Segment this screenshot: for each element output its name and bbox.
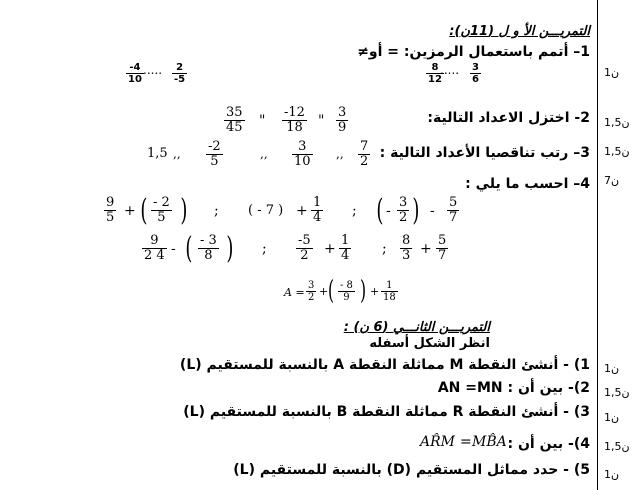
q1-pair2-dots: .....: [143, 63, 163, 77]
q1-pair2-fraction-b: 2 -5: [174, 62, 186, 85]
q4-r1-e2-op: +: [296, 203, 308, 219]
q4-r1-e3-op: -: [430, 203, 435, 219]
q2-label: 2- اختزل الاعداد التالية:: [427, 110, 590, 126]
q4-r2-e1-f1: 9 2 4: [144, 233, 165, 263]
q4-r1-e2-f: 1 4: [313, 195, 322, 225]
q3-separator-3: ,,: [173, 147, 181, 161]
q1-label: 1– أتمم باستعمال الرمزين: = أو≠: [357, 44, 590, 60]
q4-r2-e2-f2: 1 4: [341, 233, 350, 263]
q4-A-op2: +: [370, 285, 380, 298]
q4-A-f1: 3 2: [308, 280, 315, 303]
q4-r2-e3-f2: 5 7: [438, 233, 447, 263]
q4-r2-sep-2: ;: [382, 241, 387, 257]
q2-fraction-1: 3 9: [338, 105, 347, 135]
q4-r1-sep-1: ;: [214, 203, 219, 219]
q1-mark: 1ن: [604, 66, 620, 79]
q1-pair1-fraction-a: 8 12: [428, 62, 442, 85]
ex2-item-3: 3) - أنشئ النقطة R مماثلة النقطة B بالنسبة للمستقيم (L): [183, 404, 590, 420]
q4-r2-e1-rparen: ): [226, 231, 234, 266]
q4-label: 4– احسب ما يلي :: [465, 176, 590, 192]
q4-A-f2: - 8 9: [340, 280, 353, 303]
ex2-item-1-mark: 1ن: [604, 362, 620, 375]
q1-pair1-fraction-b: 3 6: [472, 62, 479, 85]
ex2-item-3-mark: 1ن: [604, 411, 620, 424]
ex2-item-4-equals: =: [460, 434, 472, 450]
q4-A-rparen: ): [360, 276, 367, 306]
q4-r2-e3-op: +: [420, 241, 432, 257]
q1-pair2-fraction-a: -4 10: [128, 62, 142, 85]
q4-r2-e2-f1: -5 2: [298, 233, 311, 263]
q3-fraction-2: 3 10: [294, 139, 311, 169]
q3-fraction-3: -2 5: [208, 139, 221, 169]
q4-r1-sep-2: ;: [352, 203, 357, 219]
q1-pair1-dots: .....: [440, 63, 460, 77]
q4-mark: 7ن: [604, 174, 620, 187]
exercise2-title: التمريـــن الثانـــي (6 ن) :: [343, 320, 490, 335]
q4-r1-e2-inner: ( - 7 ): [248, 203, 284, 218]
exercise2-intro: انظر الشكل أسفله: [369, 336, 490, 351]
exercise1-title: التمريـــن الأ و ل (11ن):: [449, 24, 590, 39]
q3-label: 3– رتب تناقصيا الأعداد التالية :: [379, 145, 590, 161]
q3-decimal: 1,5: [147, 146, 168, 161]
ex2-item-5-mark: 1ن: [604, 468, 620, 481]
q4-r1-e1-op: +: [124, 203, 136, 219]
q3-separator-1: ,,: [336, 147, 344, 161]
q4-r1-e1-f1: 9 5: [106, 195, 115, 225]
q4-r1-e1-f2: - 2 5: [153, 195, 170, 225]
q4-r1-e1-rparen: ): [180, 193, 188, 228]
q4-A-lhs: A =: [284, 286, 305, 299]
q4-r1-e3-lparen: (: [376, 193, 384, 228]
q4-r2-e1-lparen: (: [185, 231, 193, 266]
q3-fraction-1: 7 2: [360, 139, 369, 169]
q2-fraction-2: -12 18: [284, 105, 305, 135]
q4-r1-e3-f2: 5 7: [449, 195, 458, 225]
q2-fraction-3: 35 45: [226, 105, 243, 135]
q4-A-op1: +: [319, 285, 329, 298]
ex2-item-5: 5) - حدد مماثل المستقيم (D) بالنسبة للمستقيم (L): [233, 462, 590, 478]
q4-r1-e3-minus: -: [386, 203, 391, 219]
q4-r1-e3-f1: 3 2: [399, 195, 408, 225]
q2-separator-2: ": [259, 113, 266, 129]
ex2-item-4: 4)- بين أن :: [507, 436, 590, 452]
q4-r2-e1-f2: - 3 8: [200, 233, 217, 263]
ex2-item-2: 2)- بين أن : AN =MN: [437, 380, 590, 396]
q4-r1-e3-rparen: ): [412, 193, 420, 228]
q3-separator-2: ,,: [260, 147, 268, 161]
q2-separator-1: ": [318, 113, 325, 129]
ex2-item-4-mark: 1,5ن: [604, 440, 630, 453]
q2-mark: 1,5ن: [604, 116, 630, 129]
ex2-item-1: 1) - أنشئ النقطة M مماثلة النقطة A بالنسبة للمستقيم (L): [179, 357, 590, 373]
margin-divider: [597, 0, 598, 490]
q4-r2-e1-op: -: [171, 241, 176, 257]
q4-r2-e3-f1: 8 3: [402, 233, 411, 263]
ex2-item-2-mark: 1,5ن: [604, 386, 630, 399]
q3-mark: 1,5ن: [604, 145, 630, 158]
q4-r2-e2-op: +: [324, 241, 336, 257]
ex2-item-4-angle-right: MB̂A: [472, 434, 507, 450]
q4-r2-sep-1: ;: [262, 241, 267, 257]
q4-A-lparen: (: [328, 276, 335, 306]
q4-r1-e1-lparen: (: [140, 193, 148, 228]
ex2-item-4-angle-left: AR̂M: [420, 434, 455, 450]
q4-A-f3: 1 18: [383, 280, 396, 303]
